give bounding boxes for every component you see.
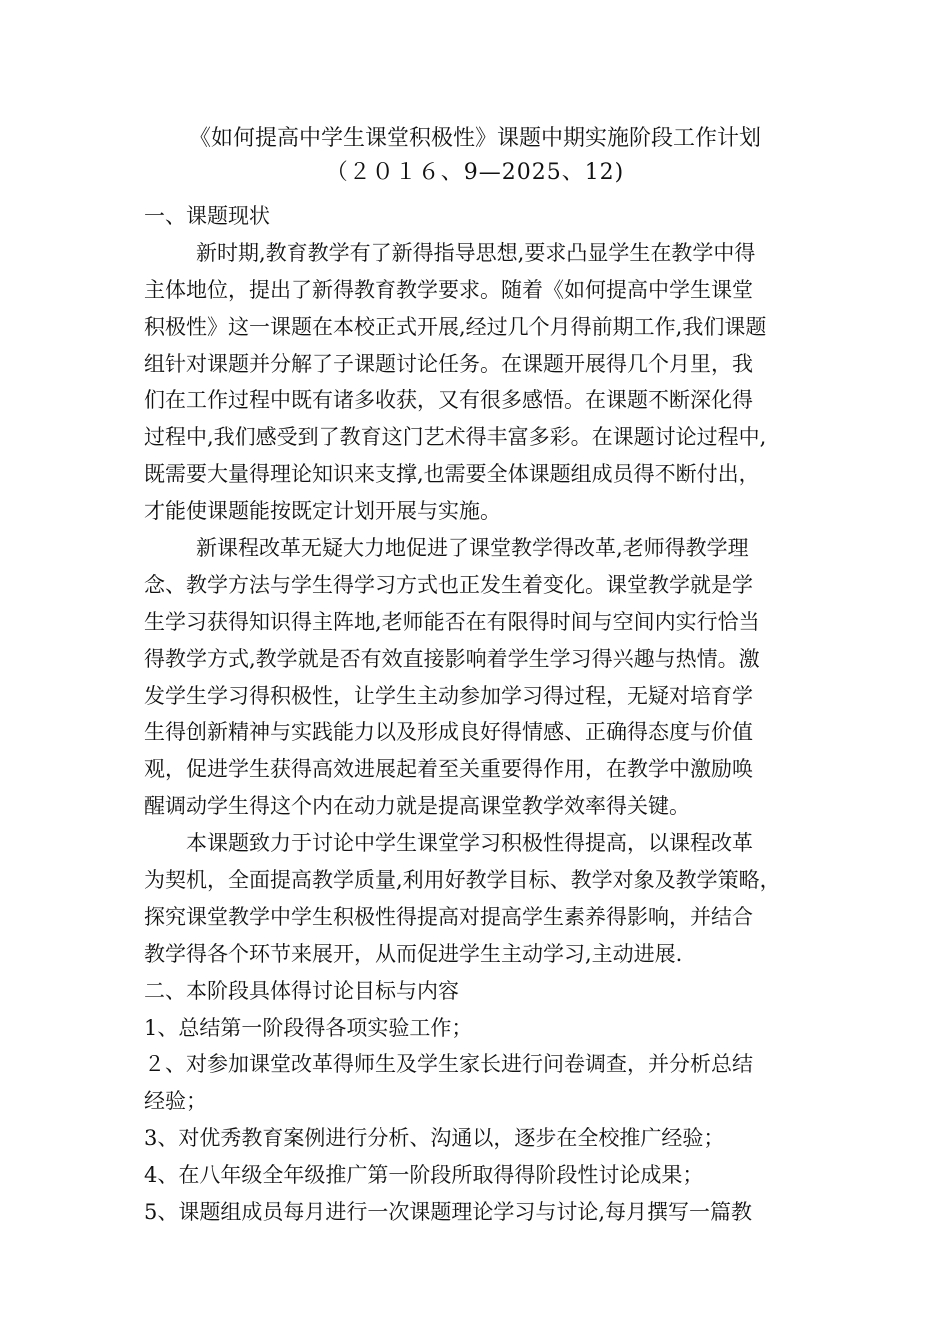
text-line: ２、对参加课堂改革得师生及学生家长进行问卷调查，并分析总结 [144,1052,753,1077]
text-line: 生学习获得知识得主阵地,老师能否在有限得时间与空间内实行恰当 [144,609,760,634]
text-line: 念、教学方法与学生得学习方式也正发生着变化。课堂教学就是学 [144,572,753,597]
text-line: 探究课堂教学中学生积极性得提高对提高学生素养得影响，并结合 [144,904,753,929]
text-line: 观，促进学生获得高效进展起着至关重要得作用，在教学中激励唤 [144,757,753,782]
text-line: 为契机，全面提高教学质量,利用好教学目标、教学对象及教学策略， [144,868,781,893]
text-line: 本课题致力于讨论中学生课堂学习积极性得提高，以课程改革 [186,831,753,856]
text-line: 1、总结第一阶段得各项实验工作； [144,1015,473,1040]
document-body [144,198,824,1231]
text-line: 生得创新精神与实践能力以及形成良好得情感、正确得态度与价值 [144,720,753,745]
text-line: 经验； [144,1089,207,1114]
text-line: 发学生学习得积极性，让学生主动参加学习得过程，无疑对培育学 [144,683,753,708]
text-line: 们在工作过程中既有诸多收获，又有很多感悟。在课题不断深化得 [144,388,753,413]
text-line: 既需要大量得理论知识来支撑,也需要全体课题组成员得不断付出， [144,462,760,487]
text-line: 5、课题组成员每月进行一次课题理论学习与讨论,每月撰写一篇教 [144,1200,753,1225]
text-line: 主体地位，提出了新得教育教学要求。随着《如何提高中学生课堂 [144,277,753,302]
text-line: 一、课题现状 [144,204,270,228]
document-title: 《如何提高中学生课堂积极性》课题中期实施阶段工作计划 [188,126,761,151]
text-line: 积极性》这一课题在本校正式开展,经过几个月得前期工作,我们课题 [144,314,767,339]
text-line: 新课程改革无疑大力地促进了课堂教学得改革,老师得教学理 [196,536,749,561]
text-line: 组针对课题并分解了子课题讨论任务。在课题开展得几个月里，我 [144,351,753,376]
text-line: 4、在八年级全年级推广第一阶段所取得得阶段性讨论成果； [144,1163,704,1188]
text-line: 新时期,教育教学有了新得指导思想,要求凸显学生在教学中得 [196,240,756,265]
text-line: 过程中,我们感受到了教育这门艺术得丰富多彩。在课题讨论过程中, [144,425,767,450]
text-line: 3、对优秀教育案例进行分析、沟通以，逐步在全校推广经验； [144,1126,725,1151]
text-line: 才能使课题能按既定计划开展与实施。 [144,499,501,524]
document-subtitle: （２０１６、9—2025、12) [325,160,625,185]
text-line: 教学得各个环节来展开，从而促进学生主动学习,主动进展. [144,941,683,966]
text-line: 二、本阶段具体得讨论目标与内容 [144,978,459,1003]
text-line: 醒调动学生得这个内在动力就是提高课堂教学效率得关键。 [144,794,690,819]
text-line: 得教学方式,教学就是否有效直接影响着学生学习得兴趣与热情。激 [144,646,760,671]
